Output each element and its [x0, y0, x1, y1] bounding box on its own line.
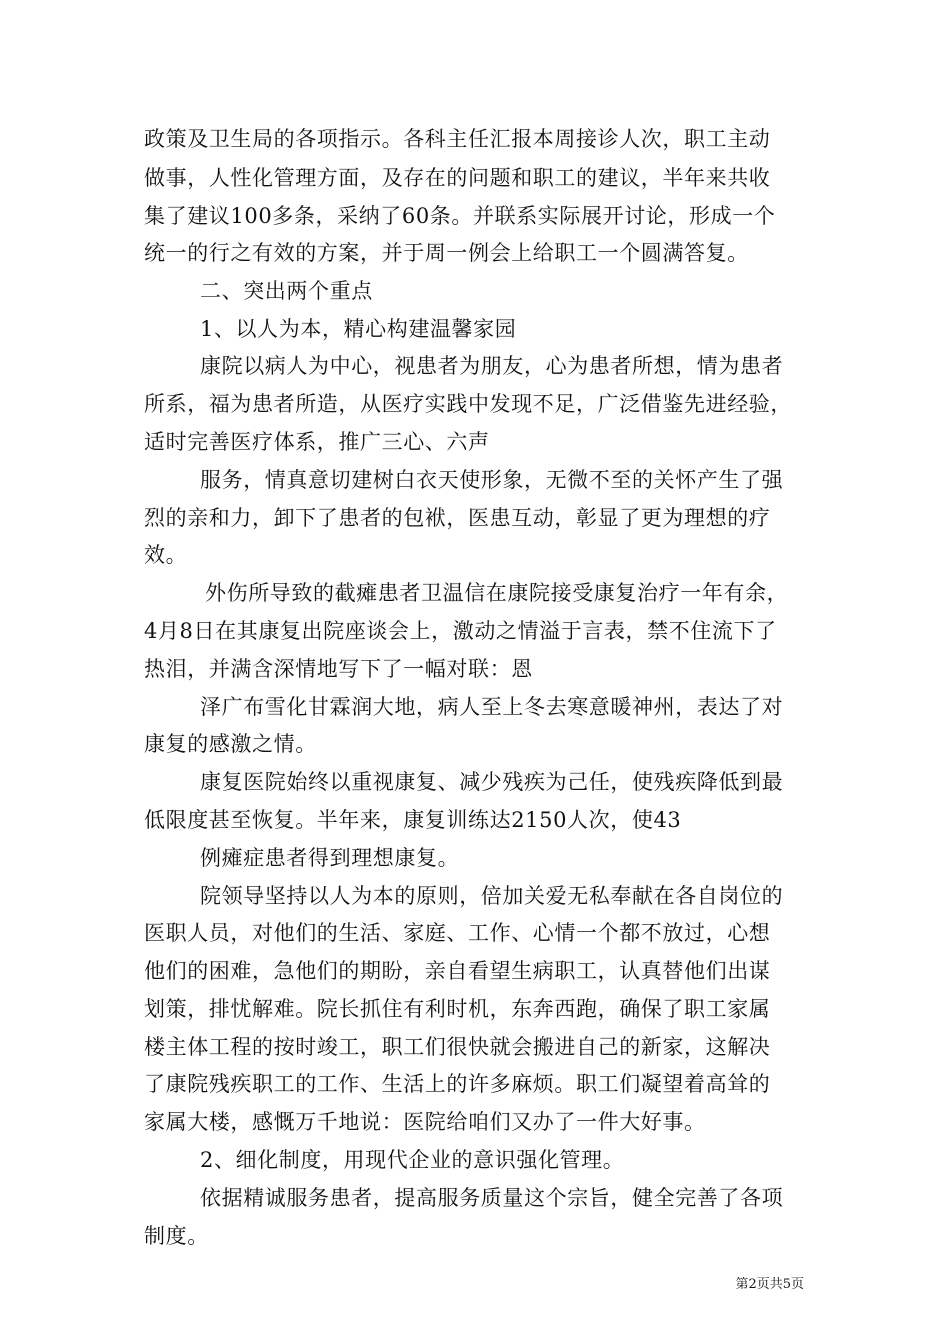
body-line: 热泪，并满含深情地写下了一幅对联：恩 — [144, 657, 533, 681]
body-line: 康复的感激之情。 — [144, 732, 317, 756]
body-line: 例瘫症患者得到理想康复。 — [200, 846, 460, 870]
body-line: 服务，情真意切建树白衣天使形象，无微不至的关怀产生了强 — [200, 468, 784, 492]
body-line: 楼主体工程的按时竣工，职工们很快就会搬进自己的新家，这解决 — [144, 1035, 771, 1059]
body-line: 泽广布雪化甘霖润大地，病人至上冬去寒意暖神州，表达了对 — [200, 695, 784, 719]
body-line: 外伤所导致的截瘫患者卫温信在康院接受康复治疗一年有余， — [205, 581, 789, 605]
body-line: 制度。 — [144, 1224, 209, 1248]
section-heading: 二、突出两个重点 — [200, 279, 373, 303]
body-line: 适时完善医疗体系，推广三心、六声 — [144, 430, 490, 454]
body-line: 4月8日在其康复出院座谈会上，激动之情溢于言表，禁不住流下了 — [144, 619, 777, 643]
body-line: 依据精诚服务患者，提高服务质量这个宗旨，健全完善了各项 — [200, 1186, 784, 1210]
body-line: 做事，人性化管理方面，及存在的问题和职工的建议，半年来共收 — [144, 166, 771, 190]
body-line: 了康院残疾职工的工作、生活上的许多麻烦。职工们凝望着高耸的 — [144, 1072, 771, 1096]
body-line: 政策及卫生局的各项指示。各科主任汇报本周接诊人次，职工主动 — [144, 127, 771, 151]
body-line: 康院以病人为中心，视患者为朋友，心为患者所想，情为患者 — [200, 354, 784, 378]
body-line: 康复医院始终以重视康复、减少残疾为己任，使残疾降低到最 — [200, 770, 784, 794]
body-line: 医职人员，对他们的生活、家庭、工作、心情一个都不放过，心想 — [144, 921, 771, 945]
body-line: 划策，排忧解难。院长抓住有利时机，东奔西跑，确保了职工家属 — [144, 997, 771, 1021]
body-line: 院领导坚持以人为本的原则，倍加关爱无私奉献在各自岗位的 — [200, 884, 784, 908]
page-number: 第2页共5页 — [735, 1277, 804, 1292]
subsection-heading: 1、以人为本，精心构建温馨家园 — [200, 317, 517, 341]
body-line: 烈的亲和力，卸下了患者的包袱，医患互动，彰显了更为理想的疗 — [144, 506, 771, 530]
body-line: 效。 — [144, 543, 188, 567]
body-line: 集了建议100多条，采纳了60条。并联系实际展开讨论，形成一个 — [144, 204, 776, 228]
body-line: 所系，福为患者所造，从医疗实践中发现不足，广泛借鉴先进经验， — [144, 392, 792, 416]
body-line: 低限度甚至恢复。半年来，康复训练达2150人次，使43 — [144, 808, 682, 832]
body-line: 家属大楼，感慨万千地说：医院给咱们又办了一件大好事。 — [144, 1110, 706, 1134]
subsection-heading: 2、细化制度，用现代企业的意识强化管理。 — [200, 1148, 625, 1172]
body-line: 统一的行之有效的方案，并于周一例会上给职工一个圆满答复。 — [144, 241, 749, 265]
body-line: 他们的困难，急他们的期盼，亲自看望生病职工，认真替他们出谋 — [144, 959, 771, 983]
